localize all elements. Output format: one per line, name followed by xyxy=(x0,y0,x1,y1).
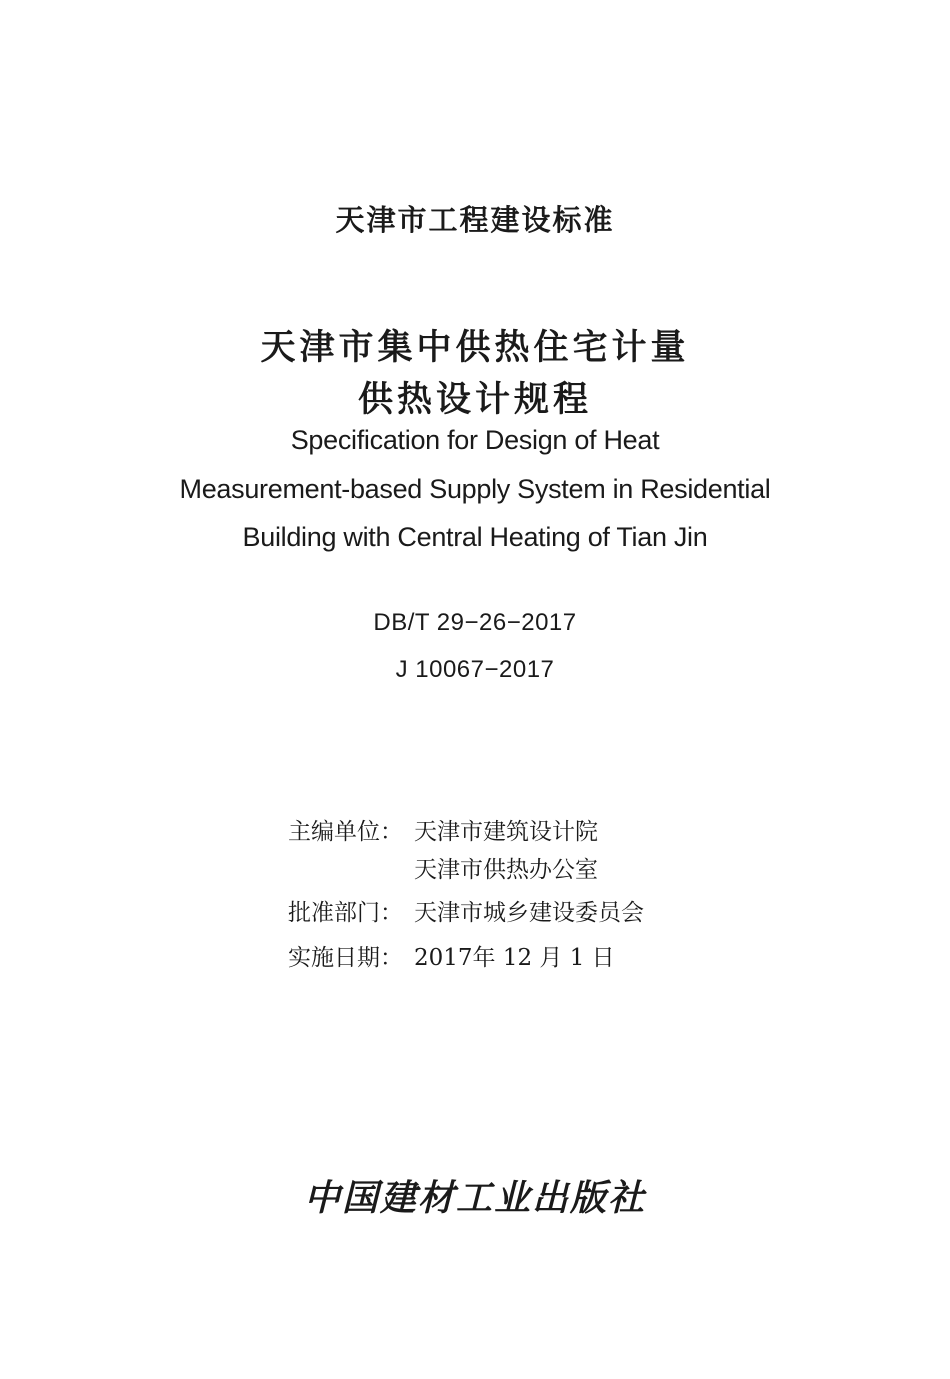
editor-row xyxy=(288,813,598,846)
approval-value: 天津市城乡建设委员会 xyxy=(414,900,644,926)
editor-value-1: 天津市建筑设计院 xyxy=(414,819,598,845)
publisher-name: 中国建材工业出版社 xyxy=(303,1177,646,1219)
editor-value-2: 天津市供热办公室 xyxy=(414,857,598,883)
date-label: 实施日期： xyxy=(288,945,403,971)
editor-label: 主编单位： xyxy=(288,819,403,845)
english-title-line-2: Measurement-based Supply System in Residential xyxy=(179,474,771,504)
english-title-line-1: Specification for Design of Heat xyxy=(290,425,660,455)
editor-row-2 xyxy=(288,851,598,884)
date-value: 2017年 12 月 1 日 xyxy=(414,945,615,971)
approval-row xyxy=(288,894,644,927)
chinese-title-line-2: 供热设计规程 xyxy=(357,380,592,420)
standard-number: DB/T 29−26−2017 xyxy=(373,609,577,636)
approval-label: 批准部门： xyxy=(288,900,403,926)
chinese-title-line-1: 天津市集中供热住宅计量 xyxy=(260,328,690,368)
english-title-line-3: Building with Central Heating of Tian Jin xyxy=(242,522,708,552)
date-row xyxy=(288,939,615,972)
record-number: J 10067−2017 xyxy=(395,656,555,683)
series-title: 天津市工程建设标准 xyxy=(335,203,615,237)
